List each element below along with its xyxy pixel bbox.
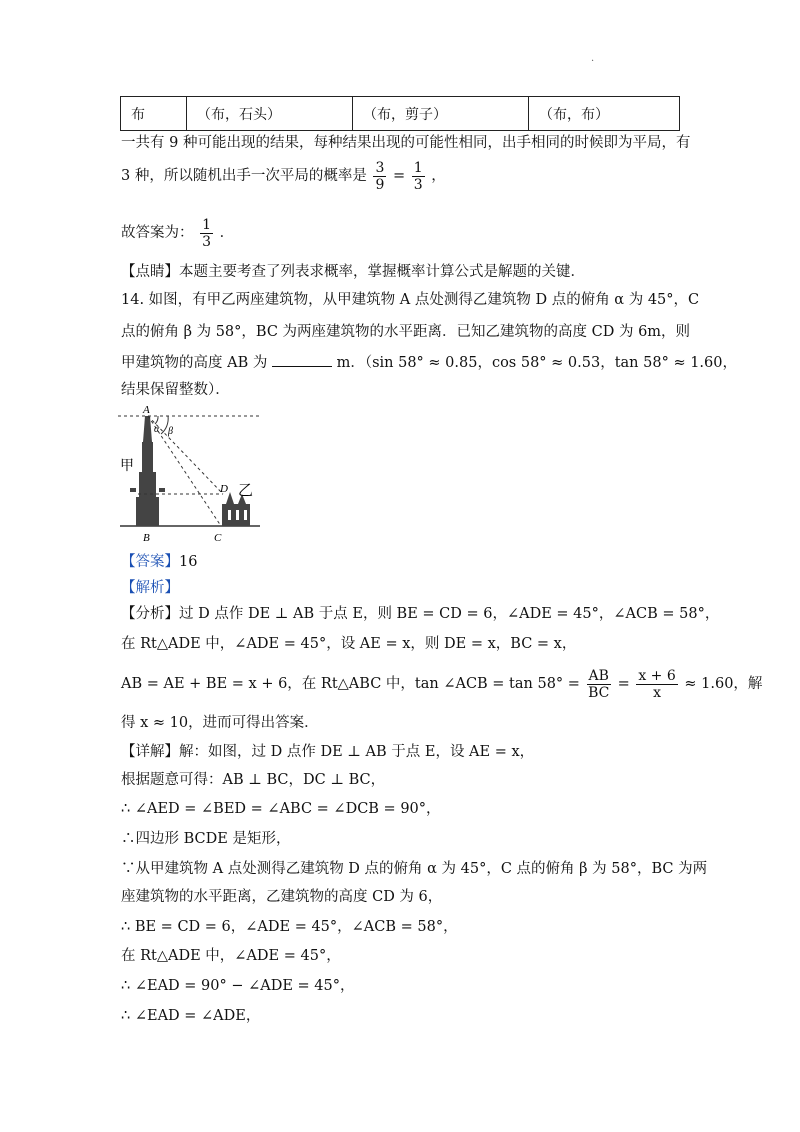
analysis-label: 【解析】 bbox=[121, 580, 179, 596]
probability-line bbox=[121, 158, 446, 194]
table-row bbox=[121, 97, 680, 131]
table-cell: （布，石头） bbox=[187, 97, 353, 131]
answer-label: 【答案】 bbox=[121, 554, 179, 570]
label-beta: β bbox=[168, 426, 173, 437]
table-cell: 布 bbox=[121, 97, 187, 131]
ad-dashed-line bbox=[148, 416, 223, 494]
text: ． bbox=[219, 225, 235, 241]
analysis-line: 【分析】过 D 点作 DE ⊥ AB 于点 E，则 BE = CD = 6，∠ADE = 45°，∠ACB = 58°， bbox=[121, 606, 720, 622]
numerator: AB bbox=[588, 667, 609, 684]
answer-line bbox=[121, 215, 234, 251]
outcome-table bbox=[120, 96, 680, 131]
text: m．（sin 58° ≈ 0.85，cos 58° ≈ 0.53，tan 58° ≈ 1.60， bbox=[336, 355, 737, 371]
fraction bbox=[636, 668, 677, 701]
text: AB = AE + BE = x + 6，在 Rt△ABC 中，tan ∠ACB = tan 58° = bbox=[121, 676, 580, 692]
detail-line: 在 Rt△ADE 中，∠ADE = 45°， bbox=[121, 948, 341, 964]
denominator: 3 bbox=[413, 176, 423, 193]
label-alpha: α bbox=[154, 424, 160, 435]
label-jia: 甲 bbox=[120, 458, 134, 474]
buildings-figure bbox=[118, 402, 268, 547]
question-line: 结果保留整数）． bbox=[121, 382, 230, 398]
table-cell: （布，剪子） bbox=[353, 97, 529, 131]
answer-blank bbox=[272, 352, 332, 367]
paragraph: 一共有 9 种可能出现的结果，每种结果出现的可能性相同，出手相同的时候即为平局，有 bbox=[121, 135, 691, 151]
detail-line: ∴ BE = CD = 6，∠ADE = 45°，∠ACB = 58°， bbox=[121, 919, 458, 935]
question-line: 点的俯角 β 为 58°，BC 为两座建筑物的水平距离．已知乙建筑物的高度 CD 为 6m，则 bbox=[121, 324, 691, 340]
denominator: 9 bbox=[375, 176, 385, 193]
text: 3 种，所以随机出手一次平局的概率是 bbox=[121, 168, 367, 184]
analysis-line: 在 Rt△ADE 中，∠ADE = 45°，设 AE = x，则 DE = x，BC = x， bbox=[121, 636, 577, 652]
text: ， bbox=[431, 168, 446, 184]
fraction bbox=[373, 160, 386, 193]
fraction bbox=[200, 217, 213, 250]
detail-line: 【详解】解：如图，过 D 点作 DE ⊥ AB 于点 E，设 AE = x， bbox=[121, 744, 535, 760]
label-b: B bbox=[143, 532, 150, 544]
analysis-line bbox=[121, 665, 762, 703]
fraction bbox=[412, 160, 425, 193]
denominator: x bbox=[653, 684, 661, 701]
label-a: A bbox=[143, 404, 150, 416]
equals: = bbox=[392, 168, 406, 184]
detail-line: ∴ ∠EAD = ∠ADE， bbox=[121, 1008, 261, 1024]
denominator: BC bbox=[588, 684, 610, 701]
detail-line: ∵从甲建筑物 A 点处测得乙建筑物 D 点的俯角 α 为 45°，C 点的俯角 β 为 58°，BC 为两 bbox=[121, 861, 708, 877]
text: 故答案为： bbox=[121, 225, 194, 241]
building-jia-icon bbox=[130, 416, 165, 526]
corner-mark: · bbox=[591, 56, 595, 67]
equals: = bbox=[617, 676, 630, 692]
detail-line: 根据题意可得：AB ⊥ BC，DC ⊥ BC， bbox=[121, 772, 386, 788]
text: ≈ 1.60，解 bbox=[684, 676, 763, 692]
question-line bbox=[121, 352, 737, 373]
detail-line: ∴四边形 BCDE 是矩形， bbox=[121, 831, 291, 847]
answer-row bbox=[121, 552, 197, 572]
detail-line: ∴ ∠EAD = 90° − ∠ADE = 45°， bbox=[121, 978, 355, 994]
question-line: 14. 如图，有甲乙两座建筑物，从甲建筑物 A 点处测得乙建筑物 D 点的俯角 α 为 45°，C bbox=[121, 292, 700, 308]
alpha-arc bbox=[155, 416, 158, 424]
fraction bbox=[587, 668, 611, 701]
text: 甲建筑物的高度 AB 为 bbox=[121, 355, 268, 371]
numerator: 1 bbox=[202, 216, 212, 233]
label-c: C bbox=[214, 532, 222, 544]
denominator: 3 bbox=[202, 233, 212, 250]
key-point: 【点睛】本题主要考查了列表求概率，掌握概率计算公式是解题的关键． bbox=[121, 264, 585, 280]
analysis-line: 得 x ≈ 10，进而可得出答案． bbox=[121, 715, 319, 731]
label-d: D bbox=[220, 483, 228, 495]
detail-line: 座建筑物的水平距离，乙建筑物的高度 CD 为 6， bbox=[121, 889, 443, 905]
table-cell: （布，布） bbox=[529, 97, 680, 131]
label-yi: 乙 bbox=[238, 481, 254, 499]
detail-line: ∴ ∠AED = ∠BED = ∠ABC = ∠DCB = 90°， bbox=[121, 801, 441, 817]
numerator: x + 6 bbox=[638, 667, 676, 684]
numerator: 3 bbox=[375, 159, 385, 176]
answer-value: 16 bbox=[179, 554, 198, 570]
numerator: 1 bbox=[413, 159, 423, 176]
